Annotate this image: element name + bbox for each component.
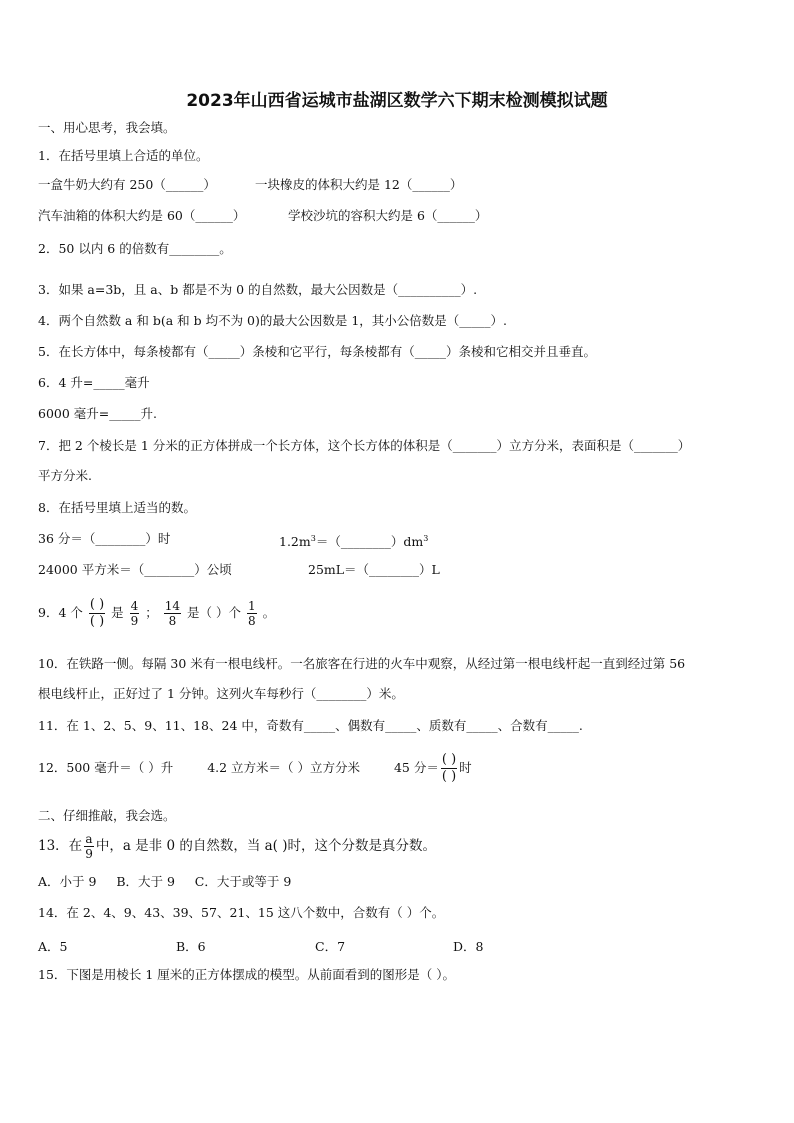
section-1-heading: 一、用心思考，我会填。	[38, 120, 176, 135]
q9-sep: ；	[145, 605, 158, 620]
question-5: 5．在长方体中，每条棱都有（_____）条棱和它平行，每条棱都有（_____）条棱和它相交并且垂直。	[38, 344, 596, 359]
question-1: 1．在括号里填上合适的单位。	[38, 148, 209, 163]
q13-post: 中，a 是非 0 的自然数，当 a( )时，这个分数是真分数。	[95, 838, 437, 854]
question-8-item-2	[279, 531, 428, 550]
q14-option-a: A．5	[38, 939, 68, 954]
q9-blank-den: ( )	[89, 614, 105, 629]
question-1-item-2: 一块橡皮的体积大约是 12（______）	[255, 177, 463, 192]
q14-option-b: B．6	[176, 939, 206, 954]
q8-a2-pre: 1.2m	[279, 534, 311, 550]
question-8-item-1: 36 分＝（________）时	[38, 531, 171, 546]
q9-f1-num: 4	[130, 599, 139, 613]
q14-option-d: D．8	[453, 939, 484, 954]
section-2-heading: 二、仔细推敲，我会选。	[38, 808, 176, 823]
q9-fraction-3	[247, 599, 257, 628]
q9-f2-den: 8	[168, 614, 177, 628]
q12-b: 4.2 立方米＝（ ）立方分米	[207, 760, 361, 775]
question-13-options: A．小于 9 B．大于 9 C．大于或等于 9	[38, 874, 292, 889]
q9-f3-den: 8	[248, 614, 256, 628]
q9-f1-den: 9	[130, 614, 139, 628]
q9-pre: 9．4 个	[38, 605, 83, 620]
q8-a2-sup: 3	[310, 534, 316, 543]
q8-a2-mid: ＝（________）dm	[315, 534, 424, 550]
q13-fraction	[84, 832, 94, 861]
question-3: 3．如果 a=3b，且 a、b 都是不为 0 的自然数，最大公因数是（__________）.	[38, 282, 478, 297]
question-8: 8．在括号里填上适当的数。	[38, 500, 196, 515]
question-1-item-4: 学校沙坑的容积大约是 6（______）	[288, 208, 488, 223]
q9-fraction-1	[130, 599, 140, 628]
q9-blank-fraction	[89, 597, 105, 630]
q13-den: 9	[85, 847, 93, 861]
q12-d: 时	[459, 760, 472, 775]
q12-a: 12．500 毫升＝（ ）升	[38, 760, 174, 775]
question-15: 15．下图是用棱长 1 厘米的正方体摆成的模型。从前面看到的图形是（ ）。	[38, 967, 456, 982]
question-9	[38, 597, 275, 630]
question-1-item-1: 一盒牛奶大约有 250（______）	[38, 177, 216, 192]
question-10: 10．在铁路一侧。每隔 30 米有一根电线杆。一名旅客在行进的火车中观察，从经过第一根电线杆起一直到经过第 56	[38, 656, 686, 671]
q9-fraction-2	[164, 599, 181, 628]
q9-blank-num: ( )	[89, 597, 105, 612]
question-8-item-3: 24000 平方米＝（________）公顷	[38, 562, 232, 577]
q8-a2-sup2: 3	[423, 534, 429, 543]
q14-option-c: C．7	[315, 939, 346, 954]
q9-end: 。	[262, 605, 276, 620]
question-7: 7．把 2 个棱长是 1 分米的正方体拼成一个长方体，这个长方体的体积是（_______）立方分米，表面积是（_______）	[38, 438, 691, 453]
question-12	[38, 752, 472, 785]
page-title: 2023年山西省运城市盐湖区数学六下期末检测模拟试题	[186, 91, 608, 111]
q12-num: ( )	[441, 752, 457, 767]
question-8-item-4: 25mL＝（________）L	[308, 562, 440, 577]
q9-is2: 是（ ）个	[187, 605, 242, 620]
q9-is1: 是	[111, 605, 124, 620]
question-2: 2．50 以内 6 的倍数有________。	[38, 241, 232, 256]
q9-f3-num: 1	[248, 599, 256, 613]
question-7-cont: 平方分米.	[38, 468, 92, 483]
question-6-part-2: 6000 毫升=_____升.	[38, 406, 157, 421]
question-13	[38, 832, 436, 861]
question-4: 4．两个自然数 a 和 b(a 和 b 均不为 0)的最大公因数是 1，其小公倍数是（_____）.	[38, 313, 508, 328]
question-14: 14．在 2、4、9、43、39、57、21、15 这八个数中，合数有（ ）个。	[38, 905, 445, 920]
question-6-part-1: 6．4 升=_____毫升	[38, 375, 150, 390]
q12-den: ( )	[441, 769, 457, 784]
q13-num: a	[85, 832, 93, 846]
q9-f2-num: 14	[164, 599, 181, 613]
q12-fraction	[441, 752, 457, 785]
question-10-cont: 根电线杆止，正好过了 1 分钟。这列火车每秒行（________）米。	[38, 686, 404, 701]
question-11: 11．在 1、2、5、9、11、18、24 中，奇数有_____、偶数有_____、质数有_____、合数有_____.	[38, 718, 583, 733]
q12-c: 45 分＝	[393, 760, 439, 775]
q13-pre: 13．在	[38, 838, 83, 854]
question-1-item-3: 汽车油箱的体积大约是 60（______）	[38, 208, 246, 223]
